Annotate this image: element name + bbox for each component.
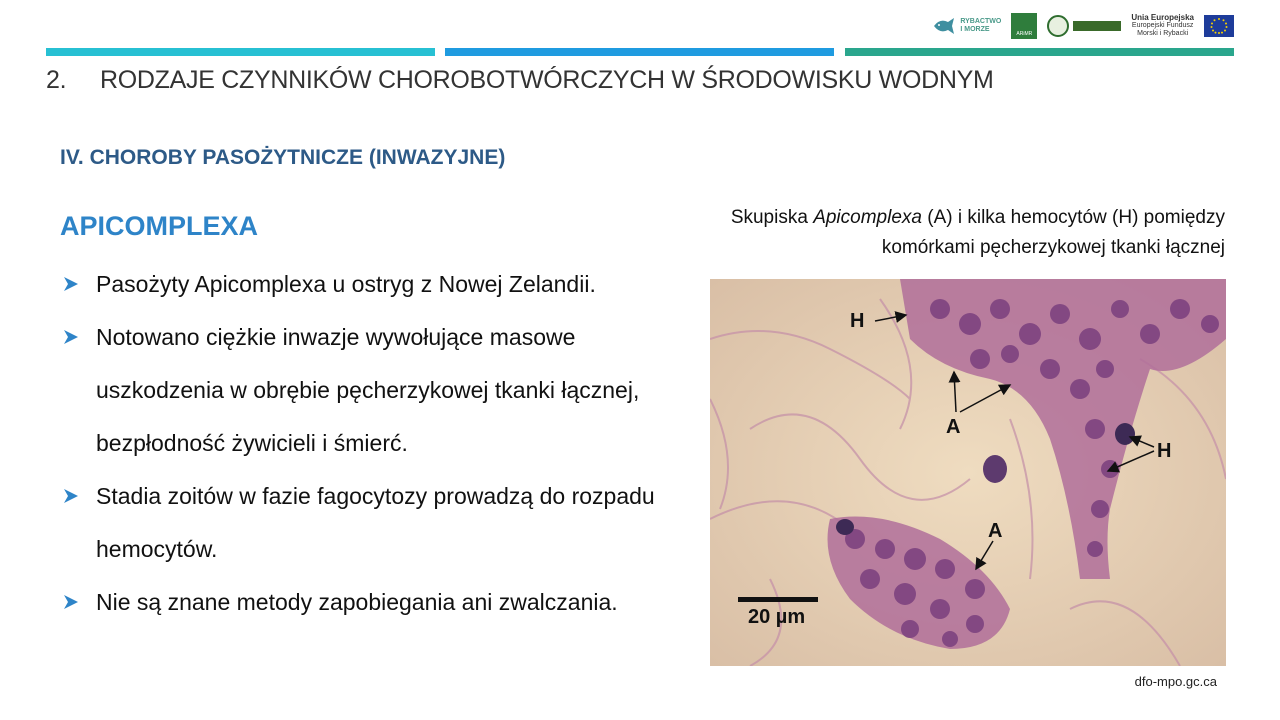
list-item [60, 258, 700, 311]
scale-bar-label: 20 µm [748, 606, 806, 628]
bullet-text: Pasożyty Apicomplexa u ostryg z Nowej Zelandii. [96, 271, 596, 297]
slide-title-number: 2. [46, 66, 67, 94]
micrograph-image [710, 279, 1226, 666]
eu-flag-icon [1204, 15, 1234, 37]
caption-text-end: (A) i kilka hemocytów (H) pomiędzy komórkami pęcherzykowej tkanki łącznej [881, 207, 1225, 258]
rybactwo-logo-line2: I MORZE [960, 26, 990, 33]
arrow-bullet-icon [62, 328, 80, 346]
eu-subtitle-line1: Europejski Fundusz [1131, 22, 1194, 29]
arrow-bullet-icon [62, 487, 80, 505]
image-source: dfo-mpo.gc.ca [1134, 674, 1217, 689]
bullet-text: Nie są znane metody zapobiegania ani zwalczania. [96, 589, 618, 615]
rybactwo-logo-line1: RYBACTWO [960, 18, 1002, 25]
slide-subtitle: IV. CHOROBY PASOŻYTNICZE (INWAZYJNE) [60, 146, 506, 169]
rybactwo-logo [932, 16, 1001, 36]
micrograph-label-h2: H [1157, 440, 1172, 462]
slide-title-text: RODZAJE CZYNNIKÓW CHOROBOTWÓRCZYCH W ŚRODOWISKU WODNYM [100, 66, 994, 94]
section-title: APICOMPLEXA [60, 211, 259, 241]
accent-bar-2 [445, 48, 834, 56]
list-item [60, 576, 700, 629]
eu-logo-text [1131, 14, 1194, 38]
armir-logo [1011, 13, 1037, 39]
fish-icon [932, 16, 956, 36]
figure-caption [700, 203, 1225, 263]
eu-subtitle-line2: Morski i Rybacki [1137, 30, 1189, 37]
micrograph-label-a2: A [988, 520, 1003, 542]
arrow-bullet-icon [62, 275, 80, 293]
accent-bar-3 [845, 48, 1234, 56]
leaf-icon [1047, 15, 1069, 37]
arrow-bullet-icon [62, 593, 80, 611]
micrograph-label-a1: A [946, 416, 961, 438]
micrograph-label-h1: H [850, 310, 865, 332]
scale-bar [738, 597, 818, 602]
slide-title [46, 66, 994, 95]
program-logo-bar [1073, 21, 1121, 31]
bullet-text: Notowano ciężkie inwazje wywołujące masowe uszkodzenia w obrębie pęcherzykowej tkanki łącznej, bezpłodność żywicieli i śmierć. [96, 324, 640, 456]
list-item [60, 311, 700, 470]
list-item [60, 470, 700, 576]
header-logos [932, 8, 1234, 44]
program-logo [1047, 15, 1121, 37]
bullet-text: Stadia zoitów w fazie fagocytozy prowadzą do rozpadu hemocytów. [96, 483, 655, 562]
armir-logo-text: ARiMR [1016, 31, 1033, 37]
eu-title: Unia Europejska [1131, 13, 1194, 22]
bullet-list [60, 258, 700, 629]
caption-italic-term: Apicomplexa [813, 207, 922, 228]
accent-bar-1 [46, 48, 435, 56]
caption-text-start: Skupiska [730, 207, 814, 228]
